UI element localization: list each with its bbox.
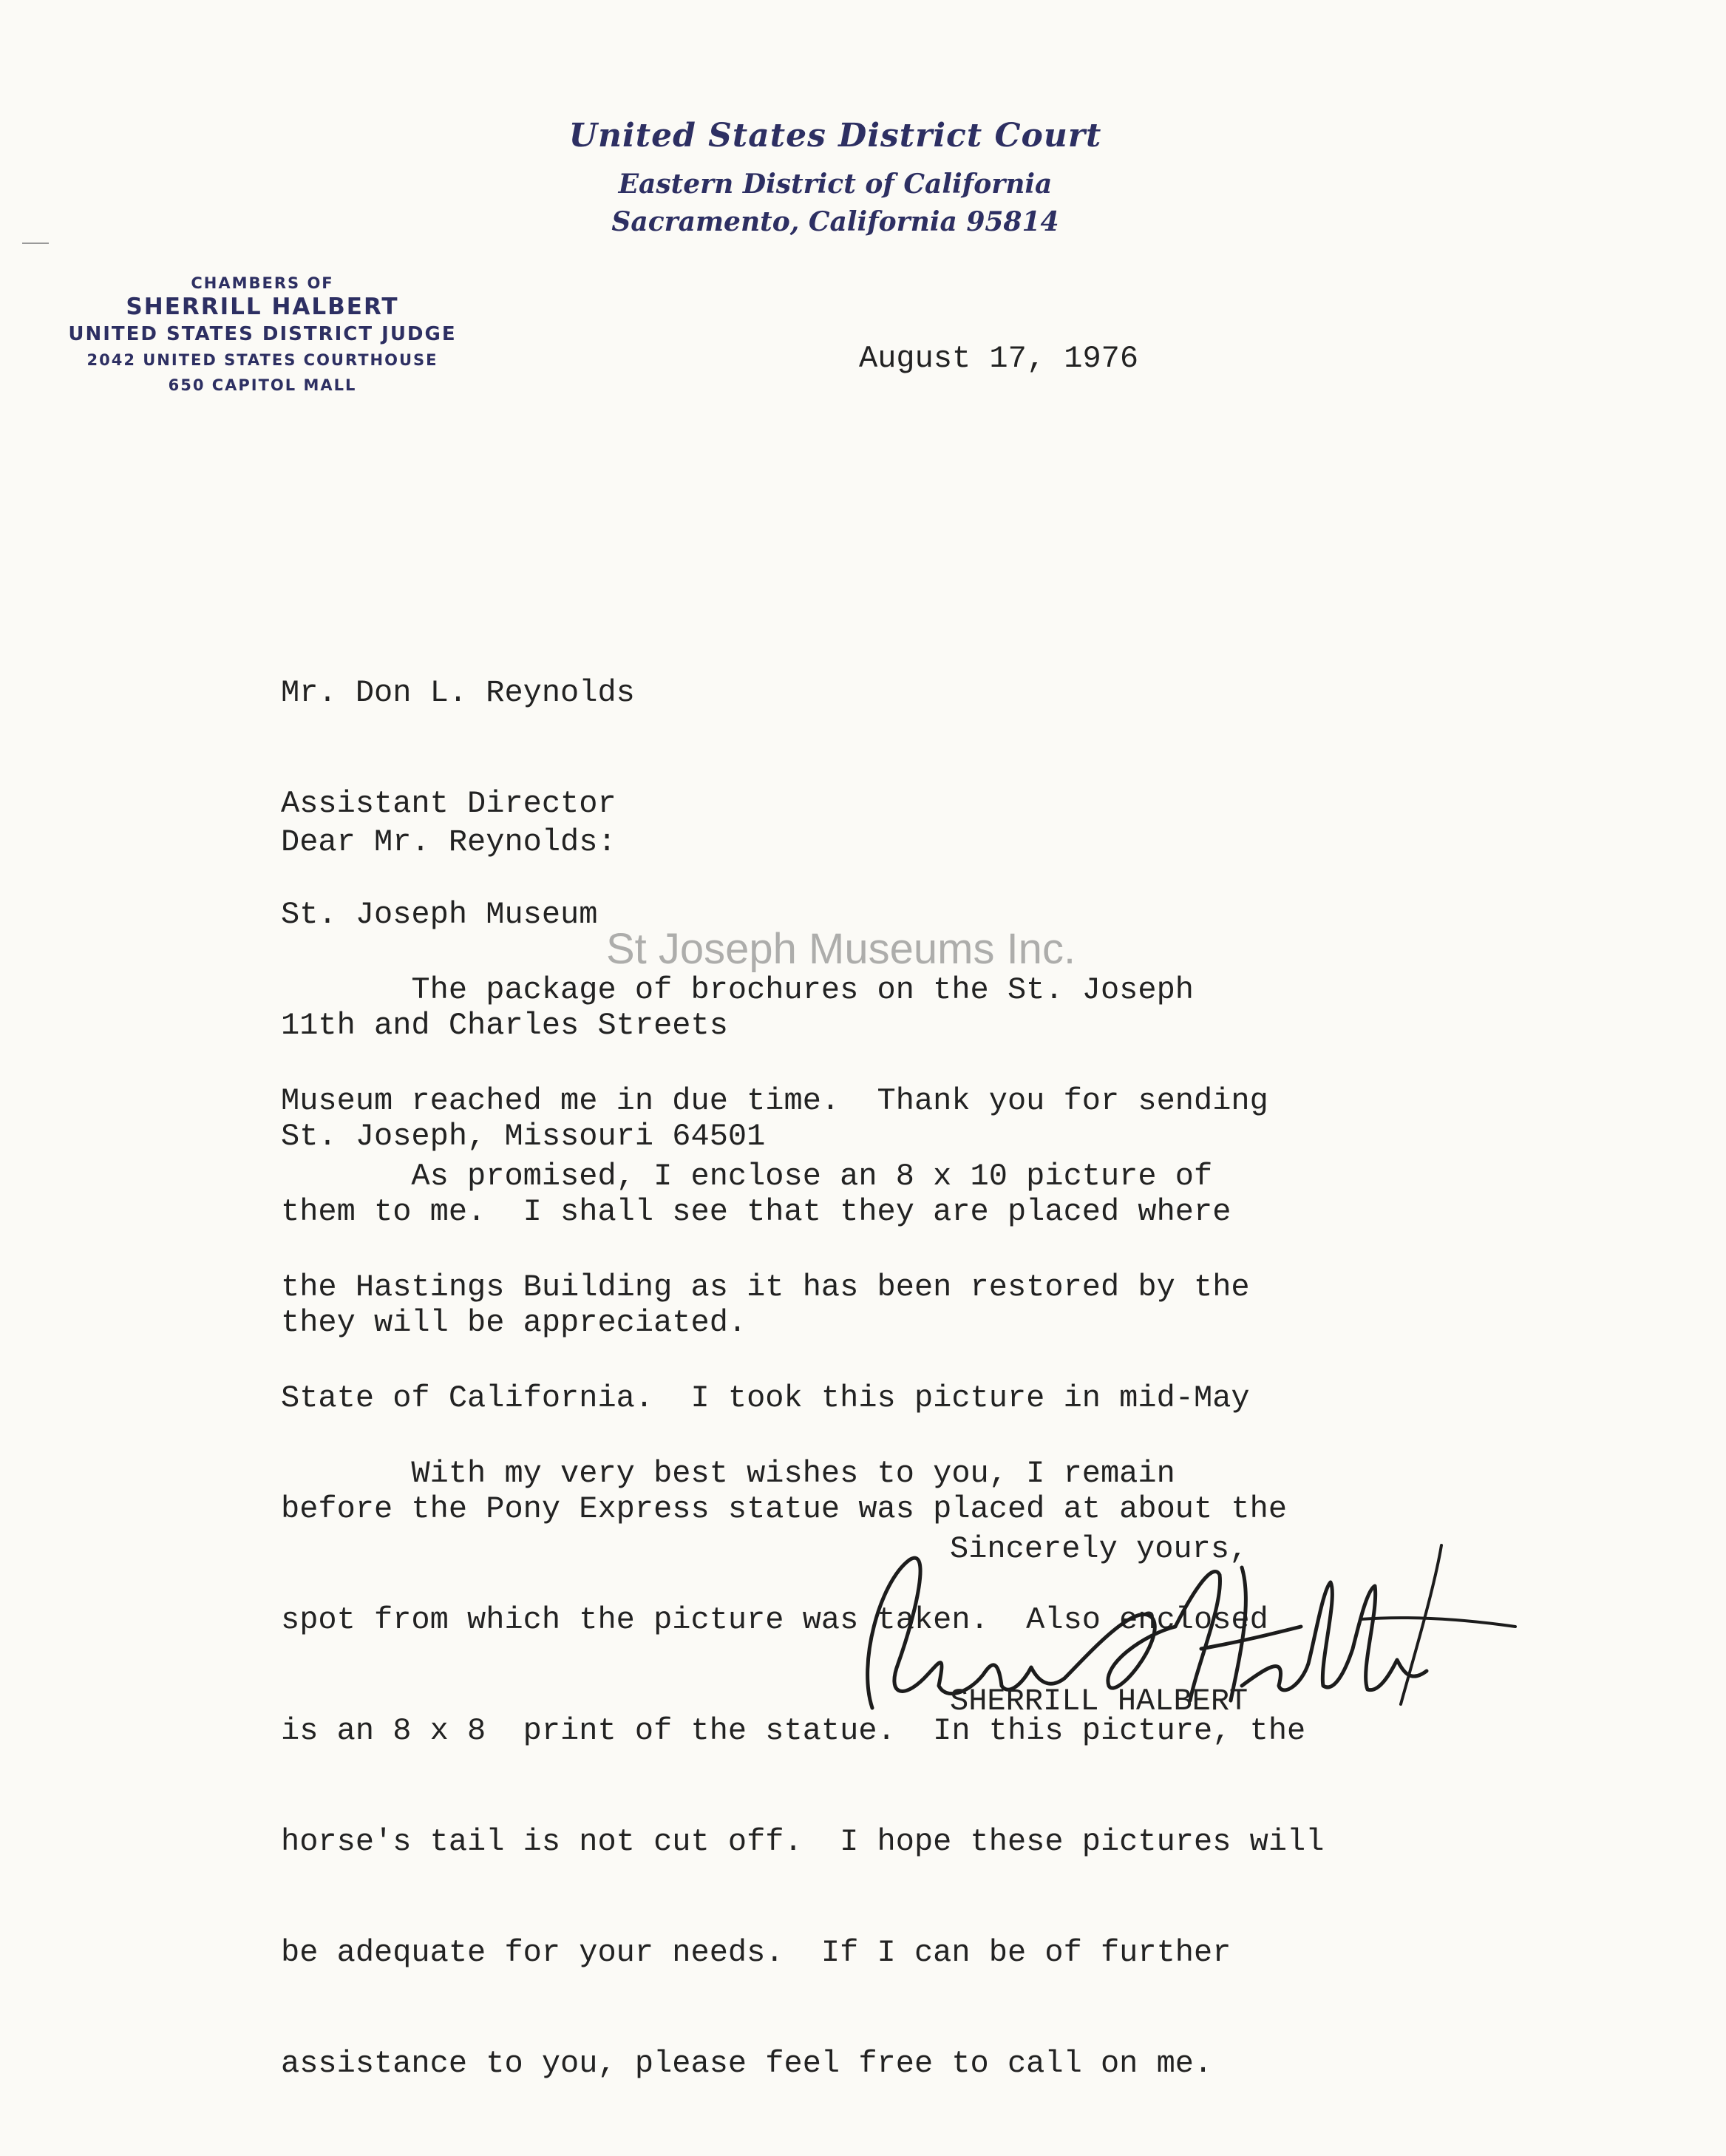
body-line: before the Pony Express statue was placed at about the	[281, 1491, 1288, 1527]
judge-name: SHERRILL HALBERT	[126, 294, 399, 320]
body-line: horse's tail is not cut off. I hope these pictures will	[281, 1824, 1325, 1860]
chambers-address-1: 2042 UNITED STATES COURTHOUSE	[86, 351, 438, 369]
closing-line: With my very best wishes to you, I remain	[281, 1456, 1175, 1491]
signature-name: SHERRILL HALBERT	[950, 1684, 1248, 1719]
letter-date: August 17, 1976	[859, 341, 1139, 376]
recipient-line: Assistant Director	[281, 786, 616, 821]
body-line: is an 8 x 8 print of the statue. In this picture, the	[281, 1713, 1306, 1749]
body-line: the Hastings Building as it has been restored by the	[281, 1269, 1250, 1305]
letterhead-district: Eastern District of California	[618, 169, 1053, 200]
letterhead-city: Sacramento, California 95814	[611, 206, 1059, 237]
recipient-line: St. Joseph Museum	[281, 897, 598, 932]
letterhead-court: United States District Court	[568, 117, 1102, 155]
body-line: spot from which the picture was taken. Also enclosed	[281, 1602, 1268, 1638]
body-line: assistance to you, please feel free to call on me.	[281, 2046, 1213, 2081]
body-line: State of California. I took this picture in mid-May	[281, 1380, 1250, 1416]
chambers-address-2: 650 CAPITOL MALL	[168, 376, 357, 394]
scan-mark	[22, 243, 49, 244]
chambers-label: CHAMBERS OF	[191, 274, 334, 292]
judge-title: UNITED STATES DISTRICT JUDGE	[68, 323, 457, 345]
body-line: be adequate for your needs. If I can be of further	[281, 1935, 1231, 1970]
body-line: As promised, I enclose an 8 x 10 picture of	[281, 1159, 1213, 1194]
recipient-line: Mr. Don L. Reynolds	[281, 675, 635, 711]
body-line: Museum reached me in due time. Thank you for sending	[281, 1083, 1268, 1119]
recipient-line: St. Joseph, Missouri 64501	[281, 1119, 766, 1154]
body-line: The package of brochures on the St. Joseph	[281, 972, 1195, 1008]
body-line: them to me. I shall see that they are placed where	[281, 1194, 1231, 1230]
sign-off: Sincerely yours,	[950, 1531, 1248, 1567]
recipient-line: 11th and Charles Streets	[281, 1008, 728, 1043]
body-line: they will be appreciated.	[281, 1305, 747, 1340]
salutation: Dear Mr. Reynolds:	[281, 824, 616, 860]
watermark-text: St Joseph Museums Inc.	[606, 925, 1076, 973]
